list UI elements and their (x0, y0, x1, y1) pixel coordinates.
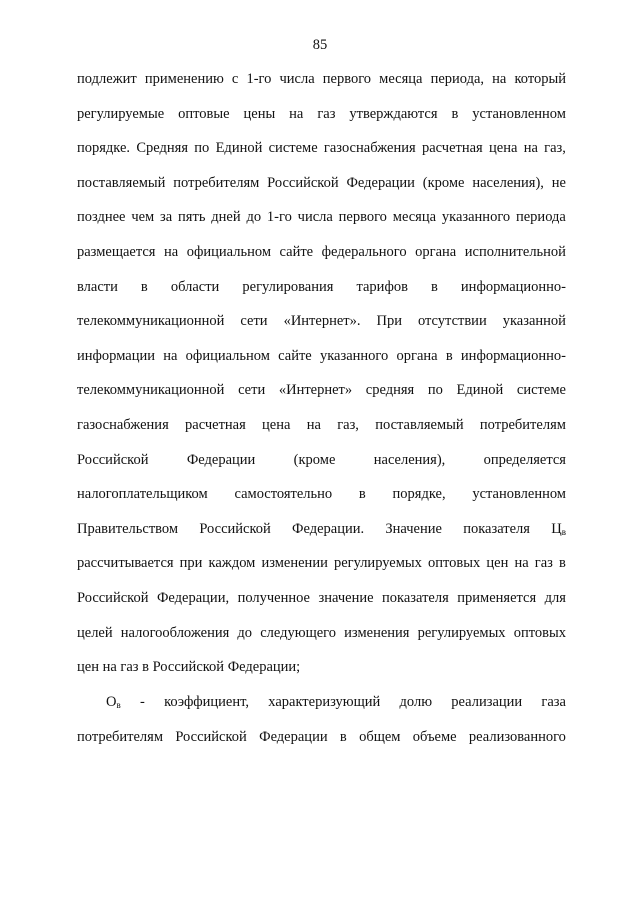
text-line (77, 581, 566, 616)
word: за (160, 209, 173, 226)
word: оптовых (428, 555, 481, 572)
word: цен на газ в Российской Федерации; (77, 659, 301, 676)
word: общем (359, 728, 401, 745)
text-line (77, 685, 566, 720)
word: Федерации. (292, 520, 365, 537)
word: периода, (430, 71, 485, 87)
word: газоснабжения (323, 140, 416, 157)
word: месяца (392, 209, 437, 226)
word: Значение (385, 520, 442, 537)
word: органа (396, 347, 438, 364)
text-line (77, 373, 566, 408)
word: в (358, 486, 366, 503)
word: поставляемый (77, 174, 166, 191)
word: сети (238, 382, 266, 399)
word: власти (77, 278, 118, 295)
word: на (514, 555, 529, 572)
word: применению (144, 71, 224, 87)
word: Средняя (136, 140, 188, 157)
word: на (523, 140, 538, 157)
word: применяется (457, 589, 537, 606)
word: телекоммуникационной (77, 382, 225, 399)
word: населения), (373, 451, 446, 468)
text-line (77, 546, 566, 581)
word: изменения (344, 624, 410, 641)
text-line (77, 131, 566, 166)
word: показателя (382, 589, 449, 606)
word: Единой (456, 382, 504, 399)
word: 1-го (266, 209, 292, 226)
text-line (77, 408, 566, 443)
word: порядке. (77, 140, 131, 157)
word: потребителям (479, 416, 566, 433)
word: расчетная (185, 416, 246, 433)
word: цены (243, 105, 276, 122)
word: газоснабжения (77, 416, 169, 433)
word: телекоммуникационной (77, 313, 225, 330)
word: При (376, 313, 402, 330)
word: - (139, 694, 145, 710)
word: на (492, 71, 507, 87)
word: реализованного (468, 728, 566, 745)
word: периода (515, 209, 566, 226)
word: установленном (472, 486, 566, 503)
word: пять (178, 209, 206, 226)
word: первого (338, 209, 387, 226)
text-line (77, 339, 566, 374)
word: системе (516, 382, 566, 399)
word: населения), (472, 174, 544, 191)
word: указанного (441, 209, 511, 226)
word: Единой (215, 140, 263, 157)
paragraph-tax-rate-definition (77, 62, 566, 685)
word: поставляемый (375, 416, 464, 433)
word: области (170, 278, 220, 295)
word: налогоплательщиком (77, 486, 208, 503)
word: для (544, 589, 566, 606)
word: не (551, 174, 566, 191)
word: газ (317, 105, 336, 122)
word: Российской (77, 451, 149, 468)
word: сайте (279, 243, 314, 260)
word: значение (318, 589, 374, 606)
word: сайте (278, 347, 312, 364)
word: утверждаются (349, 105, 438, 122)
word: указанного (319, 347, 389, 364)
word: оптовые (178, 105, 230, 122)
word: в (431, 278, 438, 295)
word: Ц (551, 520, 562, 537)
subscript: в (561, 526, 566, 537)
word: Федерации (259, 728, 328, 745)
word: самостоятельно (234, 486, 333, 503)
text-line (77, 512, 566, 547)
word: регулируемых (417, 624, 506, 641)
word: на (289, 105, 304, 122)
paragraph-coefficient-definition (77, 685, 566, 754)
word: информационно- (460, 347, 566, 364)
word: расчетная (421, 140, 483, 157)
word: по (427, 382, 443, 399)
text-line (77, 304, 566, 339)
word: до (246, 209, 262, 226)
text-line (77, 62, 566, 97)
word: органа (415, 243, 457, 260)
word: дней (211, 209, 241, 226)
word: Российской (267, 174, 339, 191)
text-line (77, 270, 566, 305)
symbol-with-subscript (106, 685, 121, 720)
symbol-with-subscript (551, 512, 566, 547)
word: цена (489, 140, 518, 157)
word: долю (399, 694, 433, 710)
word: информационно- (460, 278, 566, 295)
word: информации (77, 347, 155, 364)
word: порядке, (392, 486, 446, 503)
text-line (77, 477, 566, 512)
word: федерального (321, 243, 407, 260)
word: подлежит (77, 71, 137, 87)
word: Правительством (77, 520, 179, 537)
word: официальном (186, 243, 271, 260)
page-number: 85 (312, 37, 328, 53)
word: цена (262, 416, 291, 433)
word: газ, (337, 416, 359, 433)
word: (кроме (422, 174, 465, 191)
word: показателя (463, 520, 530, 537)
word: газ (534, 555, 553, 572)
word: отсутствии (417, 313, 487, 330)
word: первого (322, 71, 372, 87)
word: Российской (77, 589, 149, 606)
word: Федерации (186, 451, 256, 468)
word: полученное (237, 589, 310, 606)
word: «Интернет» (278, 382, 353, 399)
word: регулируемые (77, 105, 165, 122)
word: изменении (261, 555, 328, 572)
word: с (231, 71, 239, 87)
word: реализации (451, 694, 523, 710)
word: системе (268, 140, 318, 157)
word: средняя (365, 382, 415, 399)
word: на (164, 243, 179, 260)
word: Российской (175, 728, 247, 745)
word: Российской (199, 520, 271, 537)
word: числа (279, 71, 315, 87)
word: числа (297, 209, 333, 226)
word: в (140, 278, 148, 295)
word: О (106, 694, 117, 710)
text-line (77, 720, 566, 755)
word: характеризующий (268, 694, 381, 710)
word: (кроме (293, 451, 336, 468)
word: установленном (472, 105, 566, 122)
word: при (179, 555, 203, 572)
word: по (194, 140, 210, 157)
word: коэффициент, (164, 694, 250, 710)
word: рассчитывается (77, 555, 174, 572)
text-line (77, 200, 566, 235)
word: тарифов (356, 278, 408, 295)
word: каждом (208, 555, 256, 572)
word: в (339, 728, 347, 745)
text-line (77, 235, 566, 270)
word: регулирования (242, 278, 334, 295)
word: исполнительной (464, 243, 566, 260)
word: позднее (77, 209, 126, 226)
word: газ, (544, 140, 566, 157)
word: оптовых (513, 624, 566, 641)
word: потребителям (173, 174, 260, 191)
word: официальном (185, 347, 270, 364)
word: газа (541, 694, 566, 710)
word: «Интернет». (283, 313, 361, 330)
word: налогообложения (120, 624, 230, 641)
word: чем (131, 209, 155, 226)
word: целей (77, 624, 113, 641)
word: который (514, 71, 566, 87)
word: регулируемых (333, 555, 422, 572)
word: сети (240, 313, 268, 330)
word: цен (486, 555, 509, 572)
text-line (77, 166, 566, 201)
word: до (237, 624, 253, 641)
subscript: в (116, 700, 121, 710)
word: 1-го (246, 71, 272, 87)
word: в (445, 347, 453, 364)
word: объеме (412, 728, 457, 745)
text-line (77, 97, 566, 132)
word: определяется (483, 451, 566, 468)
text-line (77, 650, 566, 685)
word: размещается (77, 243, 156, 260)
word: месяца (379, 71, 423, 87)
word: в (559, 555, 566, 572)
word: указанной (502, 313, 566, 330)
word: Федерации (346, 174, 415, 191)
word: на (306, 416, 321, 433)
word: в (451, 105, 459, 122)
text-line (77, 616, 566, 651)
word: Федерации, (156, 589, 230, 606)
text-line (77, 443, 566, 478)
word: потребителям (77, 728, 164, 745)
word: на (163, 347, 178, 364)
word: следующего (260, 624, 337, 641)
